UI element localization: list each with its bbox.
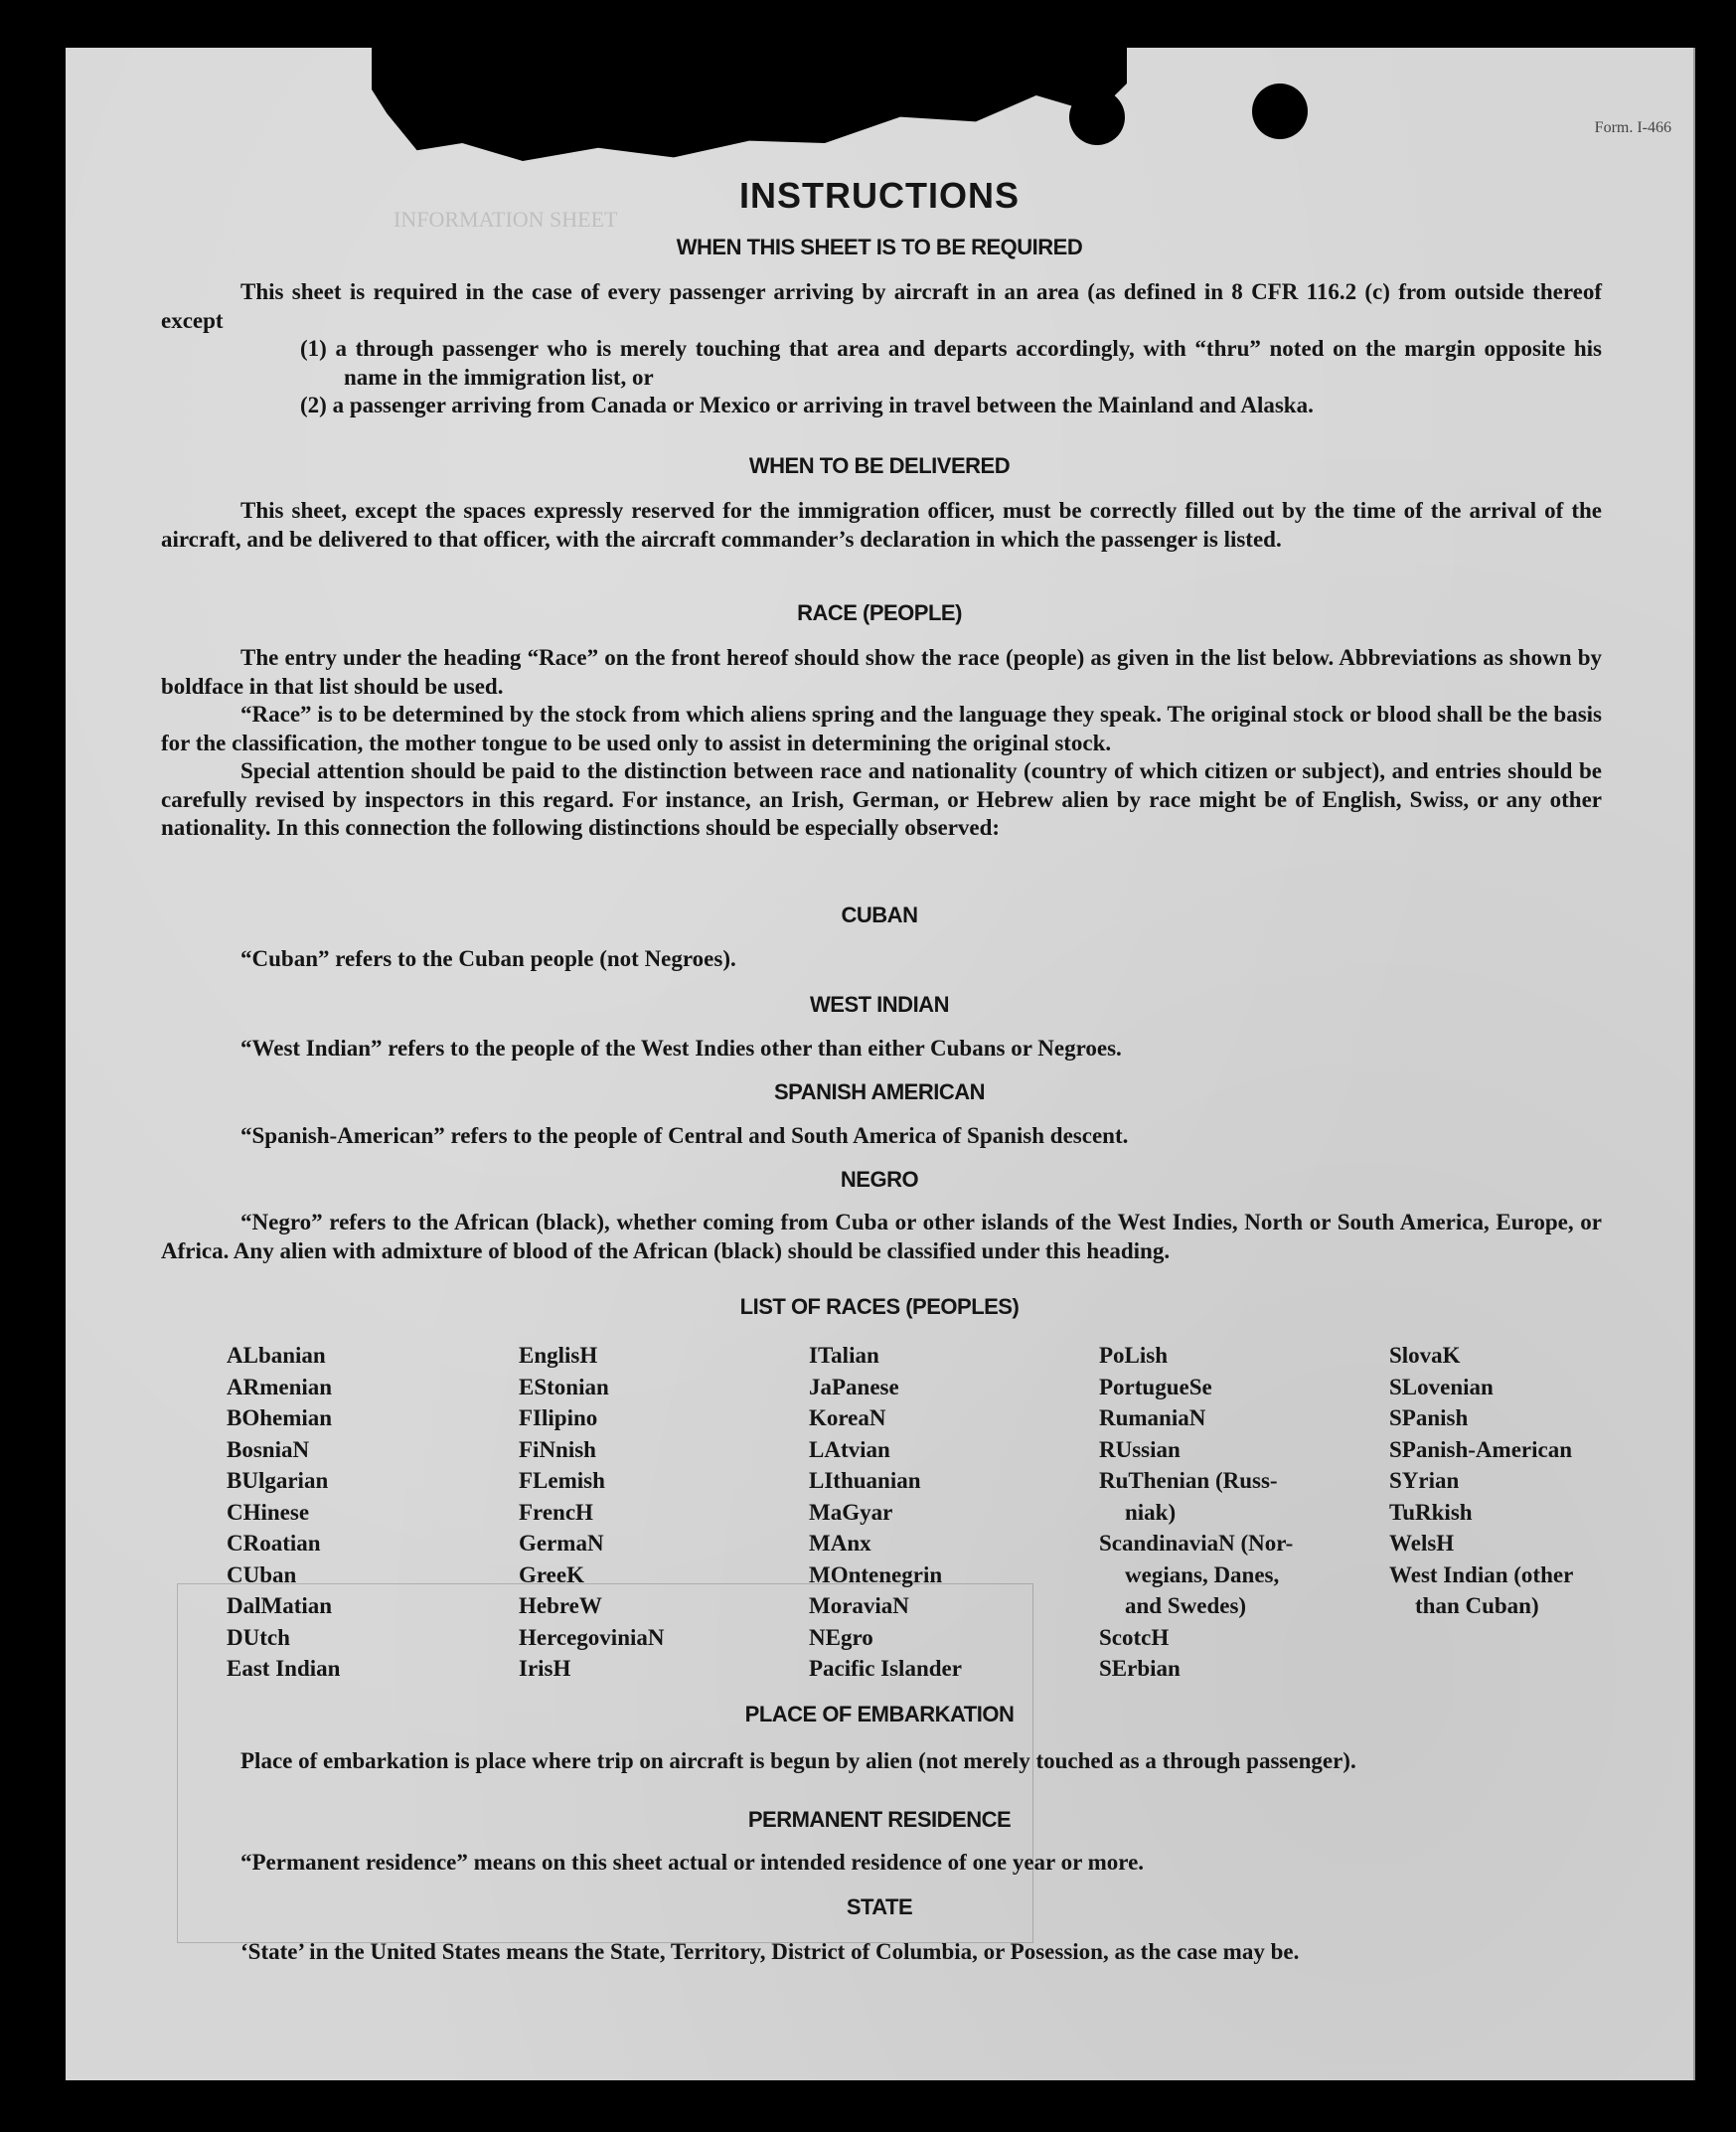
race-entry: ARmenian bbox=[227, 1374, 333, 1399]
race-entry: PortugueSe bbox=[1099, 1374, 1212, 1399]
race-entry: BosniaN bbox=[227, 1436, 310, 1462]
race-entry: TuRkish bbox=[1389, 1499, 1473, 1525]
state-text: ‘State’ in the United States means the State, Territory, District of Columbia, or Posession, as the case may be. bbox=[240, 1939, 1300, 1964]
state-block bbox=[161, 1938, 1602, 1967]
when-required-item-1: (1) a through passenger who is merely touching that area and departs accordingly, with “thru” noted on the margin opposite his name in the immigration list, or bbox=[300, 336, 1602, 390]
race-entry: SPanish bbox=[1389, 1405, 1469, 1430]
when-delivered-block bbox=[161, 497, 1602, 554]
race-entry: than Cuban) bbox=[1415, 1593, 1539, 1618]
race-entry: West Indian (other bbox=[1389, 1561, 1574, 1587]
negro-block bbox=[161, 1209, 1602, 1265]
form-number: Form. I-466 bbox=[1594, 119, 1671, 136]
race-paragraph-1: The entry under the heading “Race” on the front hereof should show the race (people) as given in the list below. Abbreviations as shown by boldface in that list should be used. bbox=[161, 645, 1602, 699]
west-indian-text: “West Indian” refers to the people of the West Indies other than either Cubans or Negroes. bbox=[240, 1036, 1122, 1061]
when-required-block bbox=[161, 278, 1602, 420]
race-entry: DalMatian bbox=[227, 1593, 333, 1618]
document-sheet bbox=[66, 48, 1695, 2080]
page-title: INSTRUCTIONS bbox=[739, 175, 1020, 216]
heading-when-required: WHEN THIS SHEET IS TO BE REQUIRED bbox=[676, 235, 1083, 259]
race-entry: FIlipino bbox=[519, 1405, 598, 1430]
race-entry: SlovaK bbox=[1389, 1343, 1461, 1368]
race-entry: FiNnish bbox=[519, 1436, 596, 1462]
race-entry: JaPanese bbox=[809, 1374, 899, 1399]
race-entry: MoraviaN bbox=[809, 1593, 909, 1618]
spanish-american-block bbox=[161, 1122, 1602, 1151]
race-entry: HebreW bbox=[519, 1593, 602, 1618]
race-entry: SErbian bbox=[1099, 1656, 1181, 1681]
race-paragraph-2: “Race” is to be determined by the stock from which aliens spring and the language they speak. The original stock or blood shall be the basis for the classification, the mother tongue to be used only to assist in determining the original stock. bbox=[161, 702, 1602, 755]
heading-spanish-american: SPANISH AMERICAN bbox=[773, 1079, 985, 1104]
race-entry: DUtch bbox=[227, 1624, 290, 1650]
race-entry: Pacific Islander bbox=[809, 1656, 962, 1681]
races-column-4 bbox=[1099, 1340, 1293, 1685]
punch-hole bbox=[1069, 89, 1125, 145]
race-entry: EnglisH bbox=[519, 1343, 598, 1368]
race-entry: MOntenegrin bbox=[809, 1561, 943, 1587]
show-through-text: INFORMATION SHEET bbox=[394, 207, 618, 232]
race-entry: CHinese bbox=[227, 1499, 310, 1525]
races-column-2 bbox=[519, 1340, 665, 1685]
spanish-american-text: “Spanish-American” refers to the people of Central and South America of Spanish descent. bbox=[240, 1123, 1129, 1148]
race-entry: SYrian bbox=[1389, 1468, 1460, 1493]
race-entry: GermaN bbox=[519, 1531, 604, 1556]
cuban-text: “Cuban” refers to the Cuban people (not Negroes). bbox=[240, 946, 736, 971]
race-entry: BOhemian bbox=[227, 1405, 333, 1430]
punch-hole bbox=[380, 66, 435, 121]
race-entry: SPanish-American bbox=[1389, 1436, 1572, 1462]
race-block bbox=[161, 644, 1602, 843]
race-entry: PoLish bbox=[1099, 1343, 1169, 1368]
race-entry: FLemish bbox=[519, 1468, 605, 1493]
race-entry: RUssian bbox=[1099, 1436, 1181, 1462]
race-entry: MAnx bbox=[809, 1531, 871, 1556]
race-entry: NEgro bbox=[809, 1624, 873, 1650]
heading-cuban: CUBAN bbox=[841, 902, 918, 927]
race-entry: EStonian bbox=[519, 1374, 609, 1399]
heading-permanent-residence: PERMANENT RESIDENCE bbox=[747, 1807, 1012, 1832]
residence-block bbox=[161, 1849, 1602, 1878]
heading-state: STATE bbox=[846, 1894, 913, 1919]
race-entry: LAtvian bbox=[809, 1436, 890, 1462]
cuban-block bbox=[161, 945, 1602, 974]
punch-hole bbox=[1252, 83, 1308, 139]
race-entry: HercegoviniaN bbox=[519, 1624, 665, 1650]
race-entry: RuThenian (Russ- bbox=[1099, 1468, 1278, 1493]
race-entry: LIthuanian bbox=[809, 1468, 921, 1493]
race-entry: ScotcH bbox=[1099, 1624, 1170, 1650]
heading-list-of-races: LIST OF RACES (PEOPLES) bbox=[739, 1294, 1020, 1319]
heading-negro: NEGRO bbox=[840, 1167, 919, 1192]
race-entry: East Indian bbox=[227, 1656, 341, 1681]
heading-race: RACE (PEOPLE) bbox=[797, 600, 962, 625]
race-entry: wegians, Danes, bbox=[1125, 1561, 1280, 1587]
race-paragraph-3: Special attention should be paid to the distinction between race and nationality (country of which citizen or subject), and entries should be carefully revised by inspectors in this regard. For instance, an Irish, German, or Hebrew alien by race might be of English, Swiss, or any other nationality. In this connection the following distinctions should be especially observed: bbox=[161, 758, 1602, 840]
race-entry: IrisH bbox=[519, 1656, 571, 1681]
race-entry: KoreaN bbox=[809, 1405, 886, 1430]
races-column-5 bbox=[1389, 1340, 1573, 1622]
embarkation-text: Place of embarkation is place where trip on aircraft is begun by alien (not merely touched as a through passenger). bbox=[240, 1748, 1356, 1773]
residence-text: “Permanent residence” means on this sheet actual or intended residence of one year or more. bbox=[240, 1850, 1145, 1875]
heading-when-delivered: WHEN TO BE DELIVERED bbox=[748, 453, 1011, 478]
race-entry: FrencH bbox=[519, 1499, 593, 1525]
race-entry: GreeK bbox=[519, 1561, 584, 1587]
race-entry: WelsH bbox=[1389, 1531, 1455, 1556]
race-entry: CRoatian bbox=[227, 1531, 321, 1556]
race-entry: ALbanian bbox=[227, 1343, 326, 1368]
race-entry: BUlgarian bbox=[227, 1468, 329, 1493]
when-required-item-2: (2) a passenger arriving from Canada or Mexico or arriving in travel between the Mainland and Alaska. bbox=[300, 393, 1314, 417]
embarkation-block bbox=[161, 1747, 1602, 1776]
race-entry: CUban bbox=[227, 1561, 297, 1587]
heading-west-indian: WEST INDIAN bbox=[810, 992, 949, 1017]
race-entry: MaGyar bbox=[809, 1499, 893, 1525]
negro-text: “Negro” refers to the African (black), whether coming from Cuba or other islands of the West Indies, North or South America, Europe, or Africa. Any alien with admixture of blood of the African (black) should be classified under this heading. bbox=[161, 1210, 1602, 1263]
race-entry: ScandinaviaN (Nor- bbox=[1099, 1531, 1294, 1556]
heading-place-of-embarkation: PLACE OF EMBARKATION bbox=[744, 1702, 1015, 1726]
west-indian-block bbox=[161, 1035, 1602, 1064]
races-column-1 bbox=[227, 1340, 340, 1685]
race-entry: SLovenian bbox=[1389, 1374, 1494, 1399]
race-entry: and Swedes) bbox=[1125, 1593, 1247, 1618]
when-delivered-text: This sheet, except the spaces expressly reserved for the immigration officer, must be correctly filled out by the time of the arrival of the aircraft, and be delivered to that officer, with the aircraft commander’s declaration in which the passenger is listed. bbox=[161, 498, 1602, 552]
races-column-3 bbox=[809, 1340, 962, 1685]
when-required-intro: This sheet is required in the case of every passenger arriving by aircraft in an area (as defined in 8 CFR 116.2 (c) from outside thereof except bbox=[161, 279, 1602, 333]
race-entry: niak) bbox=[1125, 1499, 1177, 1525]
race-entry: RumaniaN bbox=[1099, 1405, 1206, 1430]
race-entry: ITalian bbox=[809, 1343, 879, 1368]
torn-edge bbox=[372, 48, 1127, 167]
